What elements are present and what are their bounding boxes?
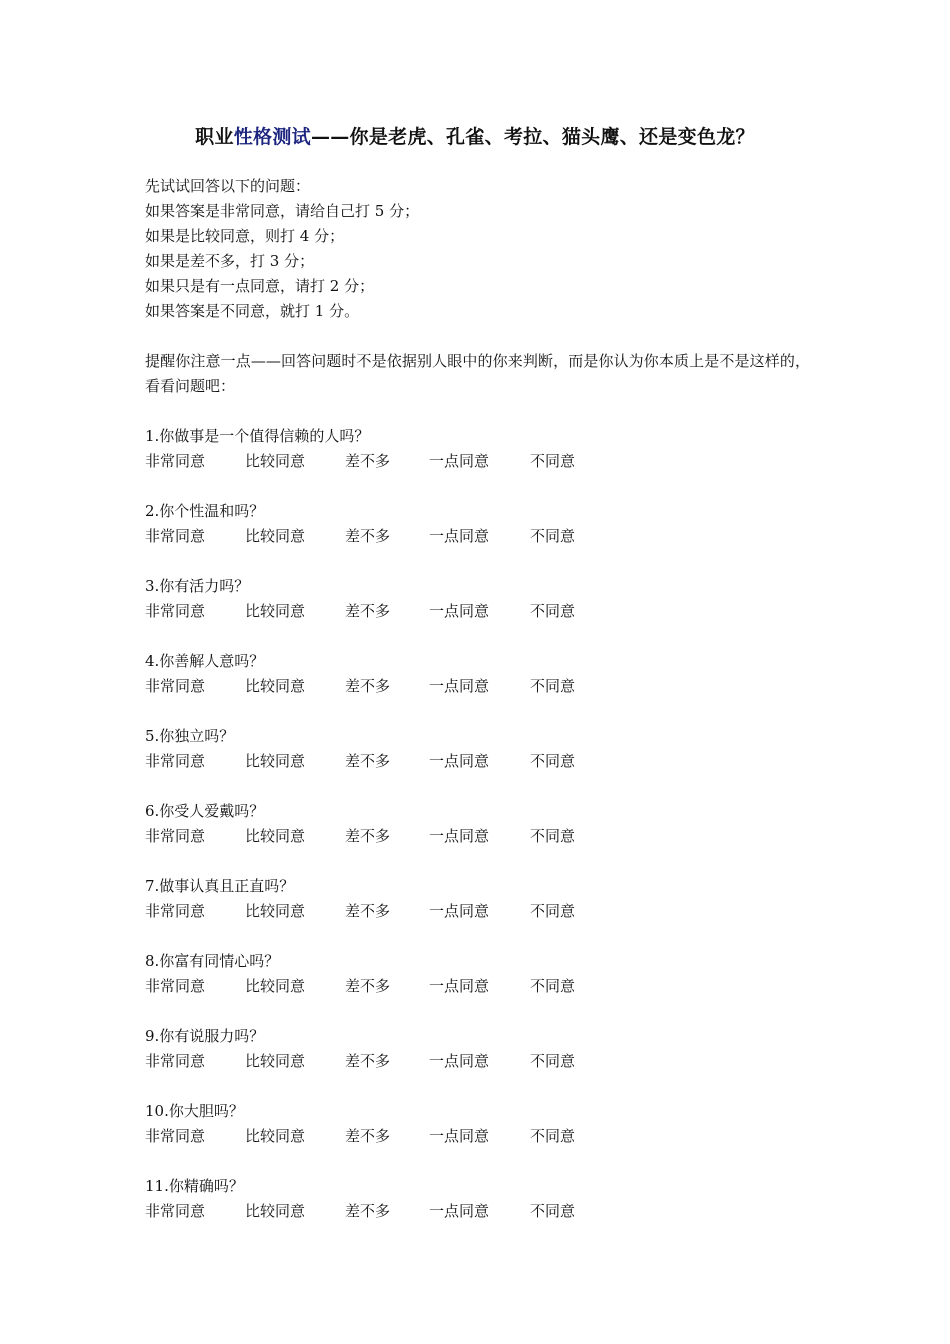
answer-option[interactable]: 一点同意 xyxy=(429,827,490,845)
answer-option[interactable]: 非常同意 xyxy=(145,977,206,995)
answer-options xyxy=(145,1049,810,1074)
question-text: 7.做事认真且正直吗？ xyxy=(145,877,295,895)
spacer xyxy=(145,549,810,574)
answer-options xyxy=(145,449,810,474)
answer-option[interactable]: 比较同意 xyxy=(245,752,306,770)
answer-option[interactable]: 非常同意 xyxy=(145,452,206,470)
spacer xyxy=(145,1074,810,1099)
question-text: 6.你受人爱戴吗？ xyxy=(145,802,265,820)
answer-option[interactable]: 差不多 xyxy=(345,1202,391,1220)
answer-option[interactable]: 非常同意 xyxy=(145,677,206,695)
answer-option[interactable]: 非常同意 xyxy=(145,1052,206,1070)
question-block xyxy=(145,1024,810,1099)
spacer xyxy=(145,399,810,424)
spacer xyxy=(145,474,810,499)
answer-option[interactable]: 不同意 xyxy=(530,1052,576,1070)
answer-option[interactable]: 一点同意 xyxy=(429,1202,490,1220)
question-block xyxy=(145,1174,810,1224)
intro-line-3: 如果是比较同意，则打 4 分； xyxy=(145,227,345,245)
spacer xyxy=(145,624,810,649)
answer-options xyxy=(145,974,810,999)
answer-options xyxy=(145,899,810,924)
question-text: 4.你善解人意吗？ xyxy=(145,652,265,670)
answer-option[interactable]: 不同意 xyxy=(530,1127,576,1145)
intro-line-1: 先试试回答以下的问题： xyxy=(145,177,311,195)
question-text: 11.你精确吗？ xyxy=(145,1177,244,1195)
question-block xyxy=(145,724,810,799)
question-text: 2.你个性温和吗？ xyxy=(145,502,265,520)
question-block xyxy=(145,499,810,574)
spacer xyxy=(145,699,810,724)
answer-option[interactable]: 不同意 xyxy=(530,752,576,770)
answer-options xyxy=(145,599,810,624)
title-part-1: 职业 xyxy=(195,126,234,148)
question-block xyxy=(145,1099,810,1174)
answer-option[interactable]: 一点同意 xyxy=(429,452,490,470)
answer-option[interactable]: 不同意 xyxy=(530,602,576,620)
answer-option[interactable]: 不同意 xyxy=(530,977,576,995)
intro-line-2: 如果答案是非常同意，请给自己打 5 分； xyxy=(145,202,420,220)
spacer xyxy=(145,324,810,349)
question-text: 5.你独立吗？ xyxy=(145,727,235,745)
answer-options xyxy=(145,1124,810,1149)
spacer xyxy=(145,1149,810,1174)
question-text: 1.你做事是一个值得信赖的人吗？ xyxy=(145,427,370,445)
answer-option[interactable]: 一点同意 xyxy=(429,977,490,995)
spacer xyxy=(145,999,810,1024)
answer-option[interactable]: 不同意 xyxy=(530,827,576,845)
answer-option[interactable]: 非常同意 xyxy=(145,602,206,620)
question-text: 9.你有说服力吗？ xyxy=(145,1027,265,1045)
answer-option[interactable]: 差不多 xyxy=(345,602,391,620)
question-text: 10.你大胆吗？ xyxy=(145,1102,244,1120)
question-block xyxy=(145,874,810,949)
answer-option[interactable]: 比较同意 xyxy=(245,1202,306,1220)
question-block xyxy=(145,649,810,724)
answer-option[interactable]: 一点同意 xyxy=(429,1052,490,1070)
answer-option[interactable]: 比较同意 xyxy=(245,602,306,620)
answer-option[interactable]: 一点同意 xyxy=(429,602,490,620)
question-block xyxy=(145,424,810,499)
answer-option[interactable]: 非常同意 xyxy=(145,527,206,545)
spacer xyxy=(145,849,810,874)
answer-options xyxy=(145,674,810,699)
reminder-paragraph: 提醒你注意一点——回答问题时不是依据别人眼中的你来判断，而是你认为你本质上是不是这样的，看看问题吧： xyxy=(145,352,810,395)
answer-options xyxy=(145,749,810,774)
intro-line-4: 如果是差不多，打 3 分； xyxy=(145,252,315,270)
title-part-3: ——你是老虎、孔雀、考拉、猫头鹰、还是变色龙？ xyxy=(310,126,755,148)
answer-option[interactable]: 差不多 xyxy=(345,1127,391,1145)
answer-option[interactable]: 非常同意 xyxy=(145,827,206,845)
title-highlight: 性格测试 xyxy=(233,126,311,148)
question-list xyxy=(145,424,810,1224)
answer-option[interactable]: 差不多 xyxy=(345,677,391,695)
answer-option[interactable]: 比较同意 xyxy=(245,677,306,695)
answer-option[interactable]: 比较同意 xyxy=(245,1127,306,1145)
answer-options xyxy=(145,824,810,849)
question-block xyxy=(145,949,810,1024)
answer-option[interactable]: 比较同意 xyxy=(245,902,306,920)
intro-line-6: 如果答案是不同意，就打 1 分。 xyxy=(145,302,360,320)
answer-option[interactable]: 非常同意 xyxy=(145,1127,206,1145)
answer-option[interactable]: 比较同意 xyxy=(245,1052,306,1070)
answer-option[interactable]: 不同意 xyxy=(530,1202,576,1220)
answer-option[interactable]: 差不多 xyxy=(345,827,391,845)
answer-option[interactable]: 差不多 xyxy=(345,452,391,470)
answer-option[interactable]: 差不多 xyxy=(345,527,391,545)
answer-option[interactable]: 一点同意 xyxy=(429,902,490,920)
answer-option[interactable]: 比较同意 xyxy=(245,452,306,470)
document-body xyxy=(145,174,810,1224)
answer-option[interactable]: 比较同意 xyxy=(245,827,306,845)
intro-line-5: 如果只是有一点同意，请打 2 分； xyxy=(145,277,375,295)
question-text: 3.你有活力吗？ xyxy=(145,577,250,595)
answer-option[interactable]: 一点同意 xyxy=(429,752,490,770)
answer-option[interactable]: 差不多 xyxy=(345,1052,391,1070)
question-block xyxy=(145,574,810,649)
answer-option[interactable]: 非常同意 xyxy=(145,1202,206,1220)
spacer xyxy=(145,924,810,949)
answer-option[interactable]: 不同意 xyxy=(530,527,576,545)
page-title xyxy=(0,122,950,149)
answer-option[interactable]: 差不多 xyxy=(345,902,391,920)
answer-option[interactable]: 一点同意 xyxy=(429,1127,490,1145)
question-text: 8.你富有同情心吗？ xyxy=(145,952,280,970)
answer-option[interactable]: 不同意 xyxy=(530,902,576,920)
answer-option[interactable]: 不同意 xyxy=(530,677,576,695)
answer-option[interactable]: 一点同意 xyxy=(429,527,490,545)
answer-options xyxy=(145,524,810,549)
answer-option[interactable]: 差不多 xyxy=(345,752,391,770)
answer-option[interactable]: 不同意 xyxy=(530,452,576,470)
answer-option[interactable]: 比较同意 xyxy=(245,977,306,995)
answer-options xyxy=(145,1199,810,1224)
answer-option[interactable]: 比较同意 xyxy=(245,527,306,545)
answer-option[interactable]: 差不多 xyxy=(345,977,391,995)
answer-option[interactable]: 非常同意 xyxy=(145,752,206,770)
question-block xyxy=(145,799,810,874)
answer-option[interactable]: 非常同意 xyxy=(145,902,206,920)
spacer xyxy=(145,774,810,799)
answer-option[interactable]: 一点同意 xyxy=(429,677,490,695)
